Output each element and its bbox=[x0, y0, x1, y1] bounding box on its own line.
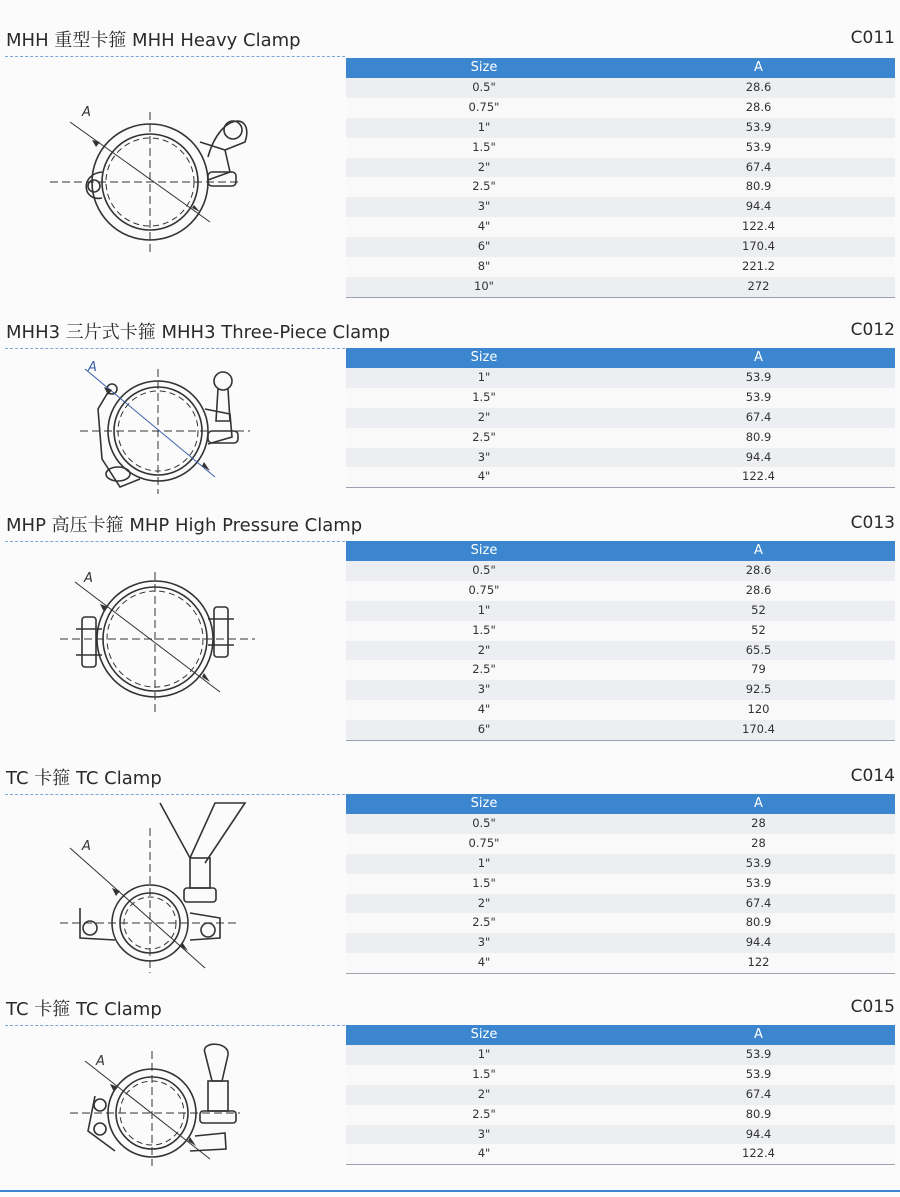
table-row: 1.5" 53.9 bbox=[346, 138, 895, 158]
section-c011 bbox=[0, 22, 900, 293]
table-header bbox=[346, 348, 895, 368]
heavy-clamp-drawing bbox=[40, 102, 280, 272]
product-code: C011 bbox=[850, 28, 895, 48]
table-row: 4" 122.4 bbox=[346, 467, 895, 487]
size-table bbox=[346, 348, 895, 488]
dimension-a-label: A bbox=[82, 839, 91, 854]
section-title: TC 卡箍 TC Clamp bbox=[6, 999, 162, 1020]
tc-clamp-wingnut-drawing bbox=[40, 798, 280, 973]
table-row: 0.5" 28.6 bbox=[346, 561, 895, 581]
dimension-a-label: A bbox=[84, 571, 93, 586]
column-header-size: Size bbox=[470, 350, 498, 365]
column-header-a: A bbox=[754, 60, 763, 75]
table-bottom-rule bbox=[346, 1164, 895, 1165]
table-row: 4" 122.4 bbox=[346, 217, 895, 237]
column-header-a: A bbox=[754, 796, 763, 811]
section-title: MHH3 三片式卡箍 MHH3 Three-Piece Clamp bbox=[6, 322, 391, 343]
table-row: 2" 67.4 bbox=[346, 1085, 895, 1105]
table-row: 1" 52 bbox=[346, 601, 895, 621]
column-header-a: A bbox=[754, 543, 763, 558]
table-bottom-rule bbox=[346, 973, 895, 974]
column-header-size: Size bbox=[470, 60, 498, 75]
table-row: 3" 94.4 bbox=[346, 197, 895, 217]
table-row: 2.5" 80.9 bbox=[346, 1105, 895, 1125]
table-row: 4" 122.4 bbox=[346, 1144, 895, 1164]
table-row: 1.5" 52 bbox=[346, 621, 895, 641]
section-c014 bbox=[0, 760, 900, 970]
high-pressure-clamp-drawing bbox=[40, 567, 280, 717]
column-header-a: A bbox=[754, 350, 763, 365]
tc-clamp-drawing bbox=[40, 1041, 280, 1166]
table-row: 1" 53.9 bbox=[346, 368, 895, 388]
table-row: 2.5" 80.9 bbox=[346, 913, 895, 933]
product-code: C013 bbox=[850, 513, 895, 533]
table-header bbox=[346, 794, 895, 814]
table-row: 4" 120 bbox=[346, 700, 895, 720]
table-row: 0.75" 28.6 bbox=[346, 98, 895, 118]
size-table bbox=[346, 1025, 895, 1165]
table-row: 3" 94.4 bbox=[346, 448, 895, 468]
product-code: C012 bbox=[850, 320, 895, 340]
product-code: C015 bbox=[850, 997, 895, 1017]
product-code: C014 bbox=[850, 766, 895, 786]
section-divider bbox=[5, 56, 345, 57]
table-row: 0.75" 28.6 bbox=[346, 581, 895, 601]
table-row: 2.5" 80.9 bbox=[346, 177, 895, 197]
table-row: 4" 122 bbox=[346, 953, 895, 973]
table-row: 3" 92.5 bbox=[346, 680, 895, 700]
section-c015 bbox=[0, 991, 900, 1161]
column-header-size: Size bbox=[470, 796, 498, 811]
table-row: 1" 53.9 bbox=[346, 1045, 895, 1065]
section-title: TC 卡箍 TC Clamp bbox=[6, 768, 162, 789]
table-row: 2.5" 79 bbox=[346, 660, 895, 680]
table-row: 1.5" 53.9 bbox=[346, 874, 895, 894]
table-row: 0.5" 28 bbox=[346, 814, 895, 834]
size-table bbox=[346, 58, 895, 298]
dimension-a-label: A bbox=[96, 1054, 105, 1069]
table-row: 1" 53.9 bbox=[346, 118, 895, 138]
dimension-a-label: A bbox=[88, 360, 97, 375]
table-row: 6" 170.4 bbox=[346, 720, 895, 740]
column-header-a: A bbox=[754, 1027, 763, 1042]
column-header-size: Size bbox=[470, 1027, 498, 1042]
size-table bbox=[346, 794, 895, 974]
table-header bbox=[346, 58, 895, 78]
table-bottom-rule bbox=[346, 487, 895, 488]
table-header bbox=[346, 541, 895, 561]
table-header bbox=[346, 1025, 895, 1045]
section-divider bbox=[5, 348, 345, 349]
page-footer-rule bbox=[0, 1190, 900, 1192]
dimension-a-label: A bbox=[82, 105, 91, 120]
section-divider bbox=[5, 541, 345, 542]
table-row: 0.75" 28 bbox=[346, 834, 895, 854]
section-title: MHH 重型卡箍 MHH Heavy Clamp bbox=[6, 30, 301, 51]
table-row: 2" 67.4 bbox=[346, 158, 895, 178]
section-divider bbox=[5, 794, 345, 795]
table-row: 2.5" 80.9 bbox=[346, 428, 895, 448]
size-table bbox=[346, 541, 895, 741]
table-row: 10" 272 bbox=[346, 277, 895, 297]
table-row: 0.5" 28.6 bbox=[346, 78, 895, 98]
table-row: 2" 67.4 bbox=[346, 894, 895, 914]
table-bottom-rule bbox=[346, 740, 895, 741]
table-row: 3" 94.4 bbox=[346, 1125, 895, 1145]
table-row: 3" 94.4 bbox=[346, 933, 895, 953]
table-row: 8" 221.2 bbox=[346, 257, 895, 277]
table-row: 1.5" 53.9 bbox=[346, 1065, 895, 1085]
table-row: 1" 53.9 bbox=[346, 854, 895, 874]
section-c013 bbox=[0, 507, 900, 737]
section-c012 bbox=[0, 314, 900, 484]
table-bottom-rule bbox=[346, 297, 895, 298]
three-piece-clamp-drawing bbox=[40, 359, 280, 499]
table-row: 1.5" 53.9 bbox=[346, 388, 895, 408]
section-divider bbox=[5, 1025, 345, 1026]
table-row: 6" 170.4 bbox=[346, 237, 895, 257]
section-title: MHP 高压卡箍 MHP High Pressure Clamp bbox=[6, 515, 363, 536]
column-header-size: Size bbox=[470, 543, 498, 558]
table-row: 2" 67.4 bbox=[346, 408, 895, 428]
table-row: 2" 65.5 bbox=[346, 641, 895, 661]
